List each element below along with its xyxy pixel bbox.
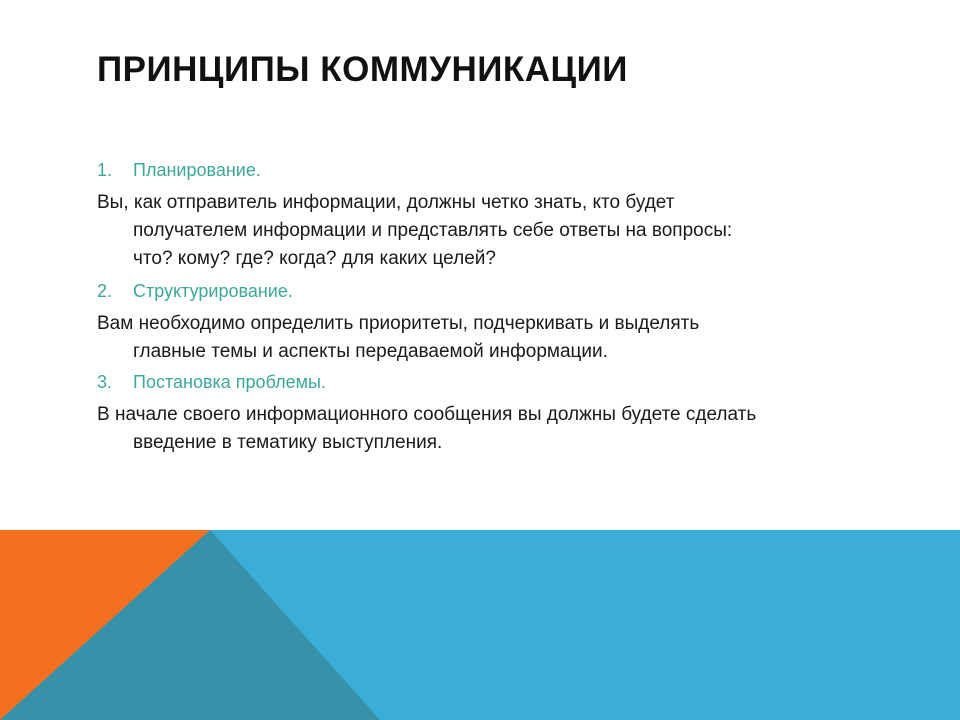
- paragraph-line: что? кому? где? когда? для каких целей?: [133, 248, 496, 269]
- paragraph-line: Вам необходимо определить приоритеты, подчеркивать и выделять: [97, 313, 700, 334]
- slide-title: ПРИНЦИПЫ КОММУНИКАЦИИ: [97, 50, 628, 89]
- slide-content: [97, 160, 877, 457]
- list-number: 1.: [97, 160, 113, 180]
- paragraph-line: введение в тематику выступления.: [133, 432, 443, 453]
- list-number: 2.: [97, 281, 113, 301]
- paragraph-line: получателем информации и представлять себе ответы на вопросы:: [133, 220, 733, 241]
- list-heading-text: Постановка проблемы.: [133, 372, 326, 392]
- decorative-footer-shapes: [0, 530, 960, 720]
- list-item-paragraph-2: [97, 310, 877, 366]
- list-item-paragraph-1: [97, 189, 877, 273]
- paragraph-line: главные темы и аспекты передаваемой информации.: [133, 341, 608, 362]
- list-heading-text: Структурирование.: [133, 281, 293, 301]
- list-item-heading-1: [97, 160, 877, 181]
- list-number: 3.: [97, 372, 113, 392]
- paragraph-line: В начале своего информационного сообщения вы должны будете сделать: [97, 404, 757, 425]
- paragraph-line: Вы, как отправитель информации, должны четко знать, кто будет: [97, 192, 675, 213]
- list-heading-text: Планирование.: [133, 160, 261, 180]
- list-item-heading-2: [97, 281, 877, 302]
- list-item-paragraph-3: [97, 401, 877, 457]
- list-item-heading-3: [97, 372, 877, 393]
